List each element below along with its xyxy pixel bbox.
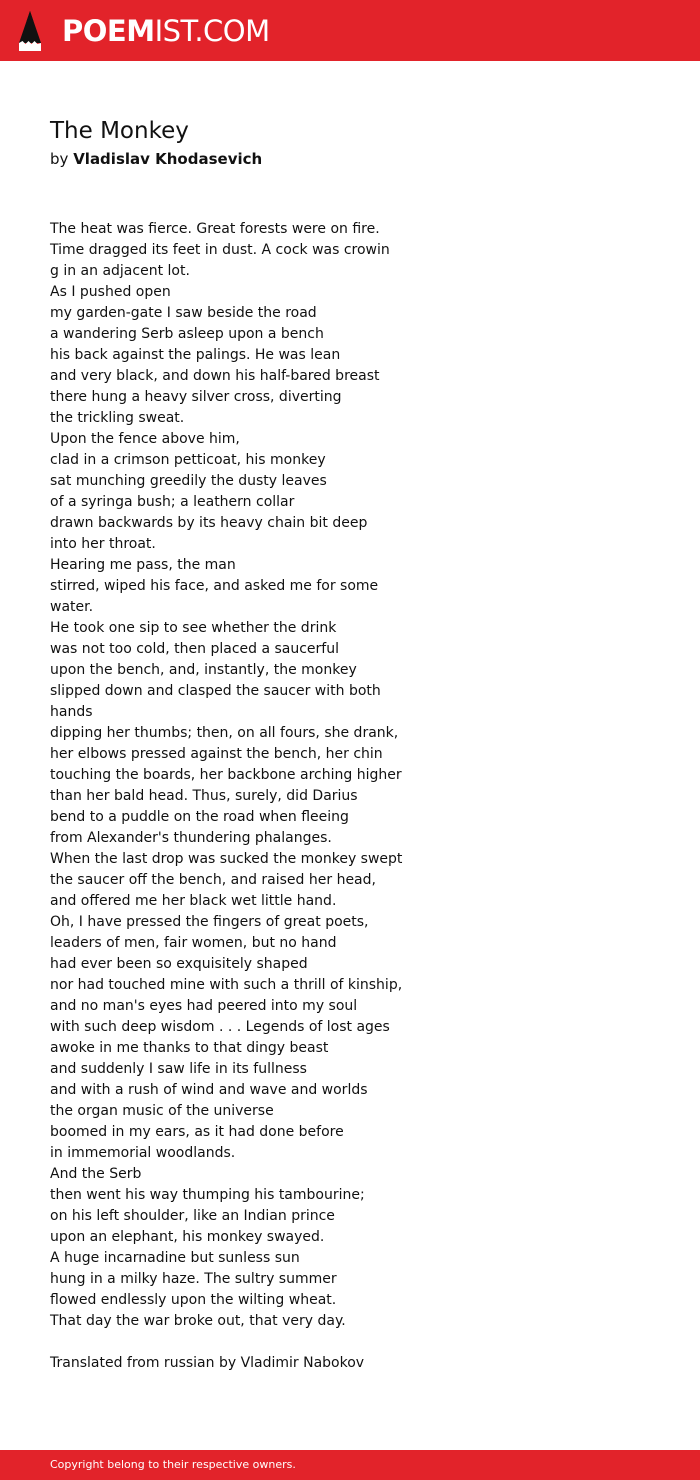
poem-line: And the Serb bbox=[50, 1166, 142, 1182]
poem-line: my garden-gate I saw beside the road bbox=[50, 305, 317, 321]
poem-line: The heat was fierce. Great forests were on fire. bbox=[50, 221, 380, 237]
poem-line: Hearing me pass, the man bbox=[50, 557, 236, 573]
poem-line: water. bbox=[50, 599, 94, 615]
copyright-text: Copyright belong to their respective owners. bbox=[50, 1458, 296, 1471]
poem-line: from Alexander's thundering phalanges. bbox=[50, 830, 332, 846]
poem-line: As I pushed open bbox=[50, 284, 171, 300]
poem-line: was not too cold, then placed a saucerful bbox=[50, 641, 339, 657]
poem-line: with such deep wisdom . . . Legends of lost ages bbox=[50, 1019, 390, 1035]
poem-line: the organ music of the universe bbox=[50, 1103, 274, 1119]
poem-line: and suddenly I saw life in its fullness bbox=[50, 1061, 307, 1077]
poem-line: his back against the palings. He was lean bbox=[50, 347, 341, 363]
poem-line: upon an elephant, his monkey swayed. bbox=[50, 1229, 325, 1245]
poem-line: and with a rush of wind and wave and worlds bbox=[50, 1082, 368, 1098]
poem-line: than her bald head. Thus, surely, did Darius bbox=[50, 788, 358, 804]
poem-line: leaders of men, fair women, but no hand bbox=[50, 935, 337, 951]
poem-line: hung in a milky haze. The sultry summer bbox=[50, 1271, 337, 1287]
poem-title: The Monkey bbox=[50, 118, 189, 144]
poem-line: flowed endlessly upon the wilting wheat. bbox=[50, 1292, 337, 1308]
poem-line: and very black, and down his half-bared breast bbox=[50, 368, 380, 384]
translator-note: Translated from russian by Vladimir Nabokov bbox=[50, 1355, 365, 1371]
poem-line: of a syringa bush; a leathern collar bbox=[50, 494, 295, 510]
pencil-tip-icon[interactable] bbox=[18, 10, 42, 52]
poem-line: and offered me her black wet little hand. bbox=[50, 893, 337, 909]
site-logo[interactable] bbox=[62, 12, 270, 50]
poem-line: nor had touched mine with such a thrill of kinship, bbox=[50, 977, 403, 993]
poem-line: then went his way thumping his tambourine; bbox=[50, 1187, 365, 1203]
poem-line: slipped down and clasped the saucer with both bbox=[50, 683, 381, 699]
poem-line: awoke in me thanks to that dingy beast bbox=[50, 1040, 329, 1056]
poem-line: the saucer off the bench, and raised her head, bbox=[50, 872, 376, 888]
poem-line: clad in a crimson petticoat, his monkey bbox=[50, 452, 326, 468]
poem-line: sat munching greedily the dusty leaves bbox=[50, 473, 327, 489]
poem-line: hands bbox=[50, 704, 93, 720]
author-name: Vladislav Khodasevich bbox=[73, 150, 263, 168]
logo-text-light: IST.COM bbox=[154, 14, 270, 48]
byline-prefix: by bbox=[50, 150, 69, 168]
poem-line: in immemorial woodlands. bbox=[50, 1145, 236, 1161]
poem-line: When the last drop was sucked the monkey swept bbox=[50, 851, 403, 867]
byline bbox=[50, 148, 262, 170]
poem-line: Time dragged its feet in dust. A cock was crowin bbox=[50, 242, 390, 258]
poem-line: had ever been so exquisitely shaped bbox=[50, 956, 308, 972]
poem-line: Oh, I have pressed the fingers of great poets, bbox=[50, 914, 369, 930]
site-footer bbox=[0, 1450, 700, 1480]
poem-line: into her throat. bbox=[50, 536, 156, 552]
poem-line: That day the war broke out, that very day. bbox=[50, 1313, 346, 1329]
poem-line: drawn backwards by its heavy chain bit deep bbox=[50, 515, 368, 531]
poem-line: her elbows pressed against the bench, her chin bbox=[50, 746, 383, 762]
poem-line: boomed in my ears, as it had done before bbox=[50, 1124, 344, 1140]
poem-line: the trickling sweat. bbox=[50, 410, 185, 426]
logo-text-bold: POEM bbox=[62, 14, 155, 48]
poem-line: dipping her thumbs; then, on all fours, she drank, bbox=[50, 725, 399, 741]
poem-line: g in an adjacent lot. bbox=[50, 263, 190, 279]
poem-line: a wandering Serb asleep upon a bench bbox=[50, 326, 324, 342]
poem-line: A huge incarnadine but sunless sun bbox=[50, 1250, 300, 1266]
poem-line: touching the boards, her backbone arching higher bbox=[50, 767, 402, 783]
poem-line: upon the bench, and, instantly, the monkey bbox=[50, 662, 357, 678]
poem-line: stirred, wiped his face, and asked me for some bbox=[50, 578, 379, 594]
site-header bbox=[0, 0, 700, 61]
poem-line: He took one sip to see whether the drink bbox=[50, 620, 337, 636]
poem-line: Upon the fence above him, bbox=[50, 431, 240, 447]
poem-line: bend to a puddle on the road when fleeing bbox=[50, 809, 349, 825]
poem-line: on his left shoulder, like an Indian prince bbox=[50, 1208, 335, 1224]
poem-line: there hung a heavy silver cross, diverting bbox=[50, 389, 342, 405]
poem-line: and no man's eyes had peered into my soul bbox=[50, 998, 358, 1014]
poem-body bbox=[50, 219, 403, 1332]
